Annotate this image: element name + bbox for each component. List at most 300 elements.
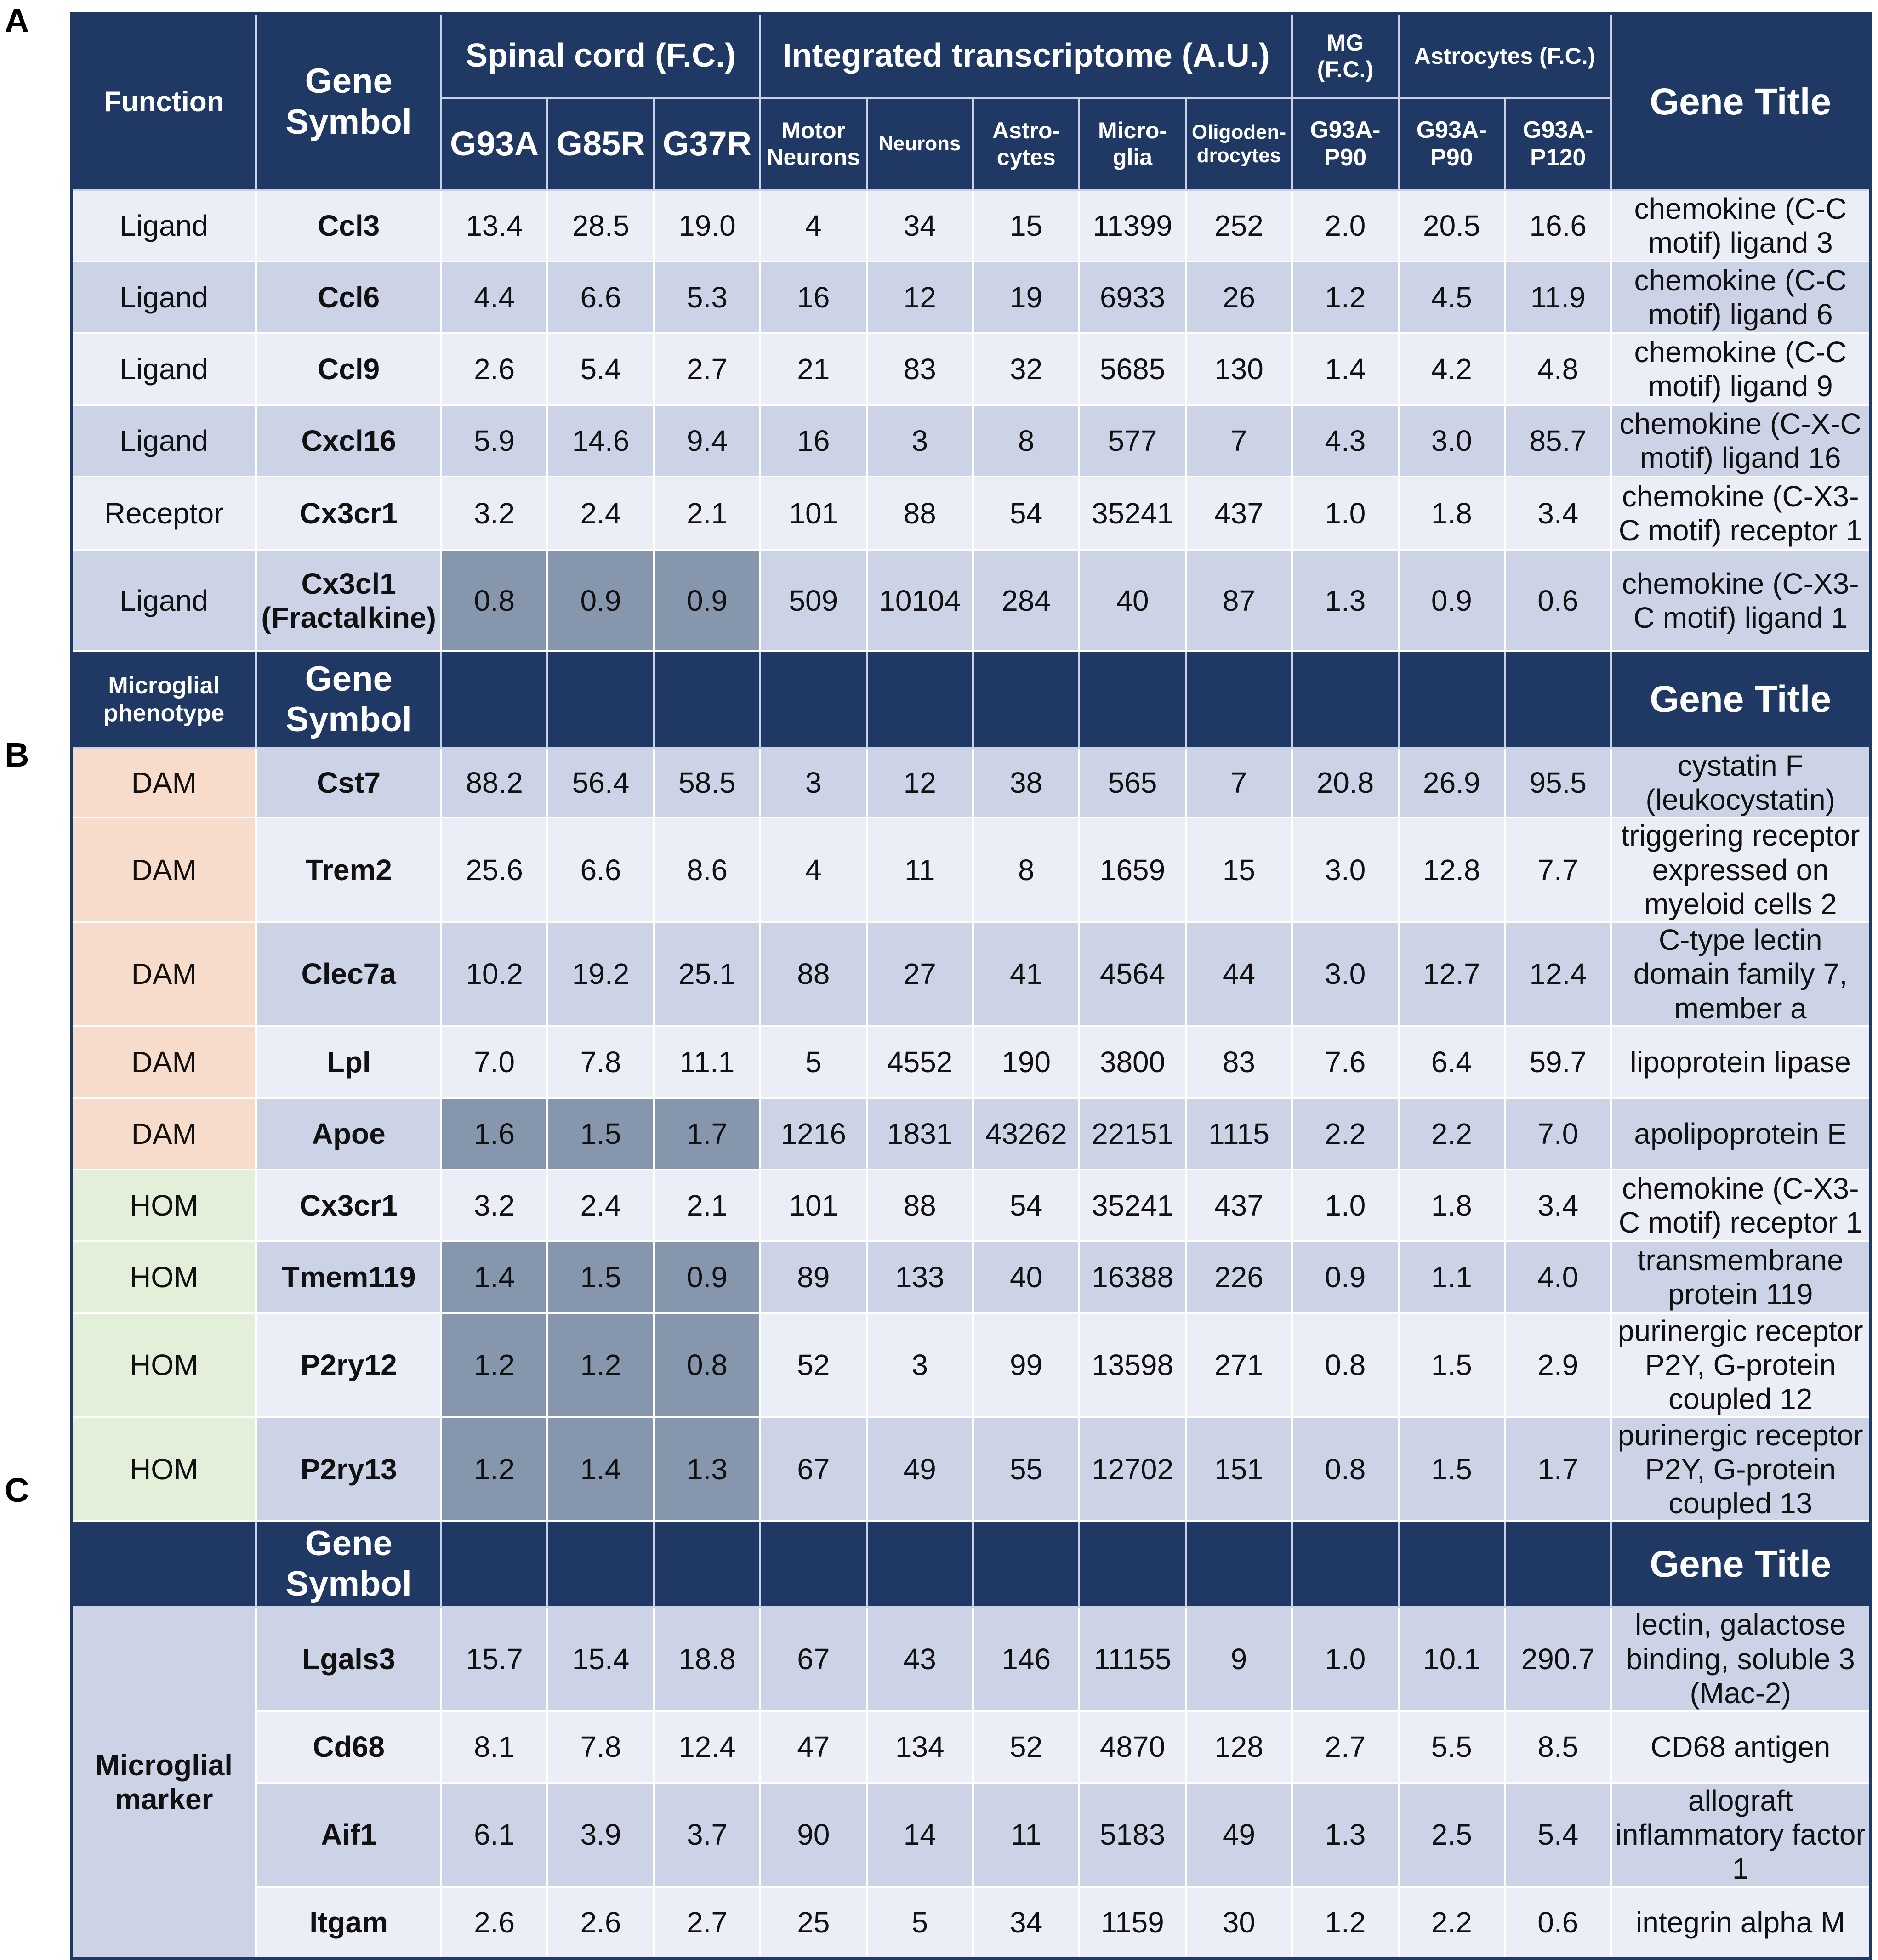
value-cell: 2.7: [654, 333, 760, 405]
gene-title: C-type lectin domain family 7, member a: [1611, 922, 1870, 1026]
value-cell: 55: [973, 1417, 1079, 1522]
value-cell: 0.9: [654, 1241, 760, 1313]
value-cell: 1.4: [1292, 333, 1398, 405]
gene-title: chemokine (C-X3-C motif) ligand 1: [1611, 550, 1870, 651]
value-cell: 2.2: [1399, 1098, 1505, 1170]
gene-title: chemokine (C-C motif) ligand 6: [1611, 261, 1870, 333]
value-cell: 2.6: [441, 1887, 547, 1959]
value-cell: 1.7: [654, 1098, 760, 1170]
value-cell: 7.6: [1292, 1026, 1398, 1098]
value-cell: 0.9: [654, 550, 760, 651]
header-empty: [654, 651, 760, 748]
table-row: [71, 405, 1870, 477]
value-cell: 15.4: [547, 1607, 654, 1711]
value-cell: 38: [973, 748, 1079, 818]
value-cell: 11155: [1079, 1607, 1185, 1711]
value-cell: 90: [760, 1783, 866, 1887]
value-cell: 12.8: [1399, 818, 1505, 922]
gene-symbol: Cx3cr1: [256, 477, 441, 550]
gene-symbol: Cxcl16: [256, 405, 441, 477]
table-row: [71, 818, 1870, 922]
value-cell: 1.0: [1292, 1170, 1398, 1241]
row-function: Ligand: [71, 261, 256, 333]
value-cell: 4564: [1079, 922, 1185, 1026]
value-cell: 1.5: [1399, 1417, 1505, 1522]
section-c-body: [71, 1607, 1870, 1958]
row-function: Ligand: [71, 333, 256, 405]
value-cell: 5.4: [1505, 1783, 1611, 1887]
value-cell: 1.7: [1505, 1417, 1611, 1522]
value-cell: 6.6: [547, 818, 654, 922]
header-empty: [1505, 651, 1611, 748]
value-cell: 21: [760, 333, 866, 405]
gene-symbol: Cst7: [256, 748, 441, 818]
value-cell: 14.6: [547, 405, 654, 477]
value-cell: 2.4: [547, 1170, 654, 1241]
value-cell: 5183: [1079, 1783, 1185, 1887]
gene-title: chemokine (C-X3-C motif) receptor 1: [1611, 477, 1870, 550]
header-empty: [654, 1521, 760, 1607]
value-cell: 40: [973, 1241, 1079, 1313]
value-cell: 1.3: [1292, 1783, 1398, 1887]
value-cell: 4870: [1079, 1711, 1185, 1783]
value-cell: 16: [760, 405, 866, 477]
value-cell: 565: [1079, 748, 1185, 818]
value-cell: 13598: [1079, 1313, 1185, 1417]
value-cell: 128: [1186, 1711, 1292, 1783]
table-row: [71, 1711, 1870, 1783]
gene-symbol: Clec7a: [256, 922, 441, 1026]
table-row: [71, 922, 1870, 1026]
value-cell: 0.8: [1292, 1313, 1398, 1417]
gene-title: integrin alpha M: [1611, 1887, 1870, 1959]
value-cell: 25.1: [654, 922, 760, 1026]
value-cell: 9: [1186, 1607, 1292, 1711]
value-cell: 101: [760, 477, 866, 550]
value-cell: 27: [867, 922, 973, 1026]
value-cell: 12: [867, 261, 973, 333]
value-cell: 1.5: [547, 1241, 654, 1313]
value-cell: 130: [1186, 333, 1292, 405]
value-cell: 25: [760, 1887, 866, 1959]
value-cell: 89: [760, 1241, 866, 1313]
header-empty: [760, 651, 866, 748]
gene-title: chemokine (C-C motif) ligand 3: [1611, 190, 1870, 261]
value-cell: 88: [867, 477, 973, 550]
gene-symbol: P2ry12: [256, 1313, 441, 1417]
value-cell: 15: [973, 190, 1079, 261]
value-cell: 509: [760, 550, 866, 651]
gene-title: cystatin F (leukocystatin): [1611, 748, 1870, 818]
value-cell: 3.2: [441, 1170, 547, 1241]
header-col-g85r: G85R: [547, 98, 654, 190]
value-cell: 3.4: [1505, 1170, 1611, 1241]
table-row: [71, 748, 1870, 818]
value-cell: 58.5: [654, 748, 760, 818]
microglial-marker-label: Microglial marker: [71, 1607, 256, 1958]
value-cell: 2.6: [441, 333, 547, 405]
value-cell: 3.9: [547, 1783, 654, 1887]
header-col-microglia: Micro-glia: [1079, 98, 1185, 190]
value-cell: 85.7: [1505, 405, 1611, 477]
value-cell: 59.7: [1505, 1026, 1611, 1098]
header-empty: [1079, 1521, 1185, 1607]
value-cell: 88: [760, 922, 866, 1026]
value-cell: 0.8: [654, 1313, 760, 1417]
value-cell: 1.0: [1292, 477, 1398, 550]
value-cell: 26: [1186, 261, 1292, 333]
value-cell: 3.7: [654, 1783, 760, 1887]
value-cell: 7.7: [1505, 818, 1611, 922]
value-cell: 5.9: [441, 405, 547, 477]
value-cell: 7: [1186, 405, 1292, 477]
value-cell: 47: [760, 1711, 866, 1783]
gene-title: chemokine (C-X-C motif) ligand 16: [1611, 405, 1870, 477]
value-cell: 3: [867, 405, 973, 477]
table-row: [71, 1098, 1870, 1170]
header-spinal-cord: Spinal cord (F.C.): [441, 13, 760, 98]
value-cell: 12.7: [1399, 922, 1505, 1026]
gene-symbol: Apoe: [256, 1098, 441, 1170]
value-cell: 3.4: [1505, 477, 1611, 550]
header-gene-symbol-c: Gene Symbol: [256, 1521, 441, 1607]
value-cell: 25.6: [441, 818, 547, 922]
header-empty: [973, 651, 1079, 748]
value-cell: 99: [973, 1313, 1079, 1417]
table-row: [71, 1241, 1870, 1313]
row-phenotype: DAM: [71, 748, 256, 818]
header-empty: [1505, 1521, 1611, 1607]
row-phenotype: HOM: [71, 1417, 256, 1522]
value-cell: 1216: [760, 1098, 866, 1170]
value-cell: 30: [1186, 1887, 1292, 1959]
value-cell: 20.5: [1399, 190, 1505, 261]
gene-symbol: Itgam: [256, 1887, 441, 1959]
value-cell: 5: [760, 1026, 866, 1098]
value-cell: 11: [973, 1783, 1079, 1887]
table-row: [71, 333, 1870, 405]
header-empty: [547, 1521, 654, 1607]
value-cell: 8.1: [441, 1711, 547, 1783]
value-cell: 26.9: [1399, 748, 1505, 818]
value-cell: 1.1: [1399, 1241, 1505, 1313]
value-cell: 101: [760, 1170, 866, 1241]
value-cell: 14: [867, 1783, 973, 1887]
value-cell: 151: [1186, 1417, 1292, 1522]
value-cell: 0.8: [441, 550, 547, 651]
value-cell: 190: [973, 1026, 1079, 1098]
header-col-g37r: G37R: [654, 98, 760, 190]
value-cell: 2.5: [1399, 1783, 1505, 1887]
value-cell: 15: [1186, 818, 1292, 922]
value-cell: 2.7: [1292, 1711, 1398, 1783]
value-cell: 4.0: [1505, 1241, 1611, 1313]
value-cell: 44: [1186, 922, 1292, 1026]
row-phenotype: DAM: [71, 818, 256, 922]
header-integrated-transcriptome: Integrated transcriptome (A.U.): [760, 13, 1292, 98]
value-cell: 4: [760, 818, 866, 922]
gene-symbol: Ccl9: [256, 333, 441, 405]
header-empty: [1399, 1521, 1505, 1607]
gene-title: allograft inflammatory factor 1: [1611, 1783, 1870, 1887]
header-empty: [1186, 1521, 1292, 1607]
value-cell: 437: [1186, 477, 1292, 550]
value-cell: 437: [1186, 1170, 1292, 1241]
header-gene-title: Gene Title: [1611, 13, 1870, 190]
header-col-neurons: Neurons: [867, 98, 973, 190]
value-cell: 34: [973, 1887, 1079, 1959]
gene-symbol: Trem2: [256, 818, 441, 922]
header-gene-title-b: Gene Title: [1611, 651, 1870, 748]
value-cell: 2.1: [654, 1170, 760, 1241]
value-cell: 7.0: [1505, 1098, 1611, 1170]
value-cell: 3.0: [1399, 405, 1505, 477]
value-cell: 7.0: [441, 1026, 547, 1098]
row-phenotype: DAM: [71, 1098, 256, 1170]
value-cell: 1.8: [1399, 477, 1505, 550]
value-cell: 0.6: [1505, 1887, 1611, 1959]
header-gene-symbol: Gene Symbol: [256, 13, 441, 190]
section-a-body: [71, 190, 1870, 651]
header-mg: MG (F.C.): [1292, 13, 1398, 98]
value-cell: 3: [760, 748, 866, 818]
value-cell: 20.8: [1292, 748, 1398, 818]
value-cell: 1.4: [441, 1241, 547, 1313]
header-col-oligodendrocytes: Oligoden-drocytes: [1186, 98, 1292, 190]
header-empty: [1292, 1521, 1398, 1607]
value-cell: 7.8: [547, 1711, 654, 1783]
value-cell: 3: [867, 1313, 973, 1417]
value-cell: 9.4: [654, 405, 760, 477]
row-phenotype: DAM: [71, 922, 256, 1026]
value-cell: 8.5: [1505, 1711, 1611, 1783]
value-cell: 10.1: [1399, 1607, 1505, 1711]
value-cell: 0.9: [1399, 550, 1505, 651]
value-cell: 2.1: [654, 477, 760, 550]
value-cell: 4.5: [1399, 261, 1505, 333]
value-cell: 146: [973, 1607, 1079, 1711]
value-cell: 12: [867, 748, 973, 818]
value-cell: 1.3: [1292, 550, 1398, 651]
value-cell: 0.6: [1505, 550, 1611, 651]
value-cell: 271: [1186, 1313, 1292, 1417]
table-row: [71, 477, 1870, 550]
value-cell: 13.4: [441, 190, 547, 261]
value-cell: 54: [973, 477, 1079, 550]
value-cell: 1.5: [547, 1098, 654, 1170]
value-cell: 11.1: [654, 1026, 760, 1098]
value-cell: 18.8: [654, 1607, 760, 1711]
value-cell: 16: [760, 261, 866, 333]
header-empty: [973, 1521, 1079, 1607]
value-cell: 4.3: [1292, 405, 1398, 477]
gene-symbol: P2ry13: [256, 1417, 441, 1522]
gene-title: lipoprotein lipase: [1611, 1026, 1870, 1098]
value-cell: 1.2: [1292, 261, 1398, 333]
value-cell: 1.6: [441, 1098, 547, 1170]
value-cell: 83: [867, 333, 973, 405]
header-empty: [441, 651, 547, 748]
value-cell: 19.0: [654, 190, 760, 261]
table-row: [71, 190, 1870, 261]
value-cell: 1.0: [1292, 1607, 1398, 1711]
value-cell: 3.0: [1292, 922, 1398, 1026]
gene-title: CD68 antigen: [1611, 1711, 1870, 1783]
header-empty: [760, 1521, 866, 1607]
value-cell: 0.8: [1292, 1417, 1398, 1522]
value-cell: 49: [867, 1417, 973, 1522]
value-cell: 2.9: [1505, 1313, 1611, 1417]
panel-label-b: B: [5, 736, 29, 774]
header-empty: [1399, 651, 1505, 748]
gene-title: lectin, galactose binding, soluble 3 (Mac-2): [1611, 1607, 1870, 1711]
value-cell: 15.7: [441, 1607, 547, 1711]
header-col-motor-neurons: Motor Neurons: [760, 98, 866, 190]
value-cell: 1.3: [654, 1417, 760, 1522]
value-cell: 6.1: [441, 1783, 547, 1887]
value-cell: 6.4: [1399, 1026, 1505, 1098]
header-empty: [1079, 651, 1185, 748]
gene-title: apolipoprotein E: [1611, 1098, 1870, 1170]
row-phenotype: HOM: [71, 1313, 256, 1417]
value-cell: 3.0: [1292, 818, 1398, 922]
value-cell: 226: [1186, 1241, 1292, 1313]
value-cell: 1159: [1079, 1887, 1185, 1959]
value-cell: 41: [973, 922, 1079, 1026]
value-cell: 1659: [1079, 818, 1185, 922]
value-cell: 2.2: [1399, 1887, 1505, 1959]
value-cell: 2.7: [654, 1887, 760, 1959]
value-cell: 35241: [1079, 477, 1185, 550]
panel-label-a: A: [5, 1, 29, 40]
value-cell: 19.2: [547, 922, 654, 1026]
header-col-g93a: G93A: [441, 98, 547, 190]
value-cell: 88: [867, 1170, 973, 1241]
panel-label-c: C: [5, 1471, 29, 1509]
value-cell: 2.0: [1292, 190, 1398, 261]
value-cell: 28.5: [547, 190, 654, 261]
value-cell: 12.4: [1505, 922, 1611, 1026]
value-cell: 49: [1186, 1783, 1292, 1887]
header-empty: [1186, 651, 1292, 748]
row-phenotype: HOM: [71, 1241, 256, 1313]
value-cell: 8.6: [654, 818, 760, 922]
value-cell: 252: [1186, 190, 1292, 261]
gene-title: purinergic receptor P2Y, G-protein coupled 13: [1611, 1417, 1870, 1522]
value-cell: 5.4: [547, 333, 654, 405]
header-col-astro-g93a-p90: G93A-P90: [1399, 98, 1505, 190]
gene-title: transmembrane protein 119: [1611, 1241, 1870, 1313]
header-empty: [867, 1521, 973, 1607]
value-cell: 1.8: [1399, 1170, 1505, 1241]
gene-title: chemokine (C-C motif) ligand 9: [1611, 333, 1870, 405]
value-cell: 4: [760, 190, 866, 261]
value-cell: 3800: [1079, 1026, 1185, 1098]
gene-title: chemokine (C-X3-C motif) receptor 1: [1611, 1170, 1870, 1241]
value-cell: 4.2: [1399, 333, 1505, 405]
value-cell: 4.8: [1505, 333, 1611, 405]
value-cell: 1.2: [547, 1313, 654, 1417]
table-row: [71, 1313, 1870, 1417]
value-cell: 54: [973, 1170, 1079, 1241]
value-cell: 22151: [1079, 1098, 1185, 1170]
row-function: Ligand: [71, 405, 256, 477]
value-cell: 1.4: [547, 1417, 654, 1522]
gene-symbol: Lgals3: [256, 1607, 441, 1711]
row-phenotype: DAM: [71, 1026, 256, 1098]
value-cell: 3.2: [441, 477, 547, 550]
gene-symbol: Tmem119: [256, 1241, 441, 1313]
value-cell: 290.7: [1505, 1607, 1611, 1711]
value-cell: 43262: [973, 1098, 1079, 1170]
header-col-mg-g93a-p90: G93A-P90: [1292, 98, 1398, 190]
table-row: [71, 1417, 1870, 1522]
value-cell: 284: [973, 550, 1079, 651]
header-gene-symbol-b: Gene Symbol: [256, 651, 441, 748]
value-cell: 6933: [1079, 261, 1185, 333]
value-cell: 10.2: [441, 922, 547, 1026]
row-phenotype: HOM: [71, 1170, 256, 1241]
header-empty: [441, 1521, 547, 1607]
value-cell: 7.8: [547, 1026, 654, 1098]
row-function: Ligand: [71, 190, 256, 261]
header-col-astrocytes: Astro-cytes: [973, 98, 1079, 190]
value-cell: 1.2: [1292, 1887, 1398, 1959]
value-cell: 577: [1079, 405, 1185, 477]
gene-symbol: Cd68: [256, 1711, 441, 1783]
header-empty: [1292, 651, 1398, 748]
gene-symbol: Lpl: [256, 1026, 441, 1098]
value-cell: 4552: [867, 1026, 973, 1098]
value-cell: 35241: [1079, 1170, 1185, 1241]
value-cell: 1831: [867, 1098, 973, 1170]
table-row: [71, 550, 1870, 651]
value-cell: 67: [760, 1417, 866, 1522]
value-cell: 4.4: [441, 261, 547, 333]
row-function: Ligand: [71, 550, 256, 651]
header-microglial-phenotype: Microglial phenotype: [71, 651, 256, 748]
value-cell: 6.6: [547, 261, 654, 333]
value-cell: 2.2: [1292, 1098, 1398, 1170]
value-cell: 43: [867, 1607, 973, 1711]
value-cell: 5.5: [1399, 1711, 1505, 1783]
value-cell: 1.5: [1399, 1313, 1505, 1417]
value-cell: 5.3: [654, 261, 760, 333]
header-gene-title-c: Gene Title: [1611, 1521, 1870, 1607]
value-cell: 0.9: [547, 550, 654, 651]
header-function: Function: [71, 13, 256, 190]
header-empty: [71, 1521, 256, 1607]
value-cell: 52: [760, 1313, 866, 1417]
value-cell: 0.9: [1292, 1241, 1398, 1313]
table-row: [71, 1026, 1870, 1098]
gene-symbol: Aif1: [256, 1783, 441, 1887]
value-cell: 87: [1186, 550, 1292, 651]
value-cell: 133: [867, 1241, 973, 1313]
row-function: Receptor: [71, 477, 256, 550]
value-cell: 1115: [1186, 1098, 1292, 1170]
table-row: [71, 1170, 1870, 1241]
value-cell: 7: [1186, 748, 1292, 818]
table-row: [71, 1783, 1870, 1887]
table-row: [71, 1607, 1870, 1711]
value-cell: 67: [760, 1607, 866, 1711]
value-cell: 34: [867, 190, 973, 261]
value-cell: 88.2: [441, 748, 547, 818]
value-cell: 12.4: [654, 1711, 760, 1783]
header-empty: [867, 651, 973, 748]
gene-symbol: Ccl3: [256, 190, 441, 261]
